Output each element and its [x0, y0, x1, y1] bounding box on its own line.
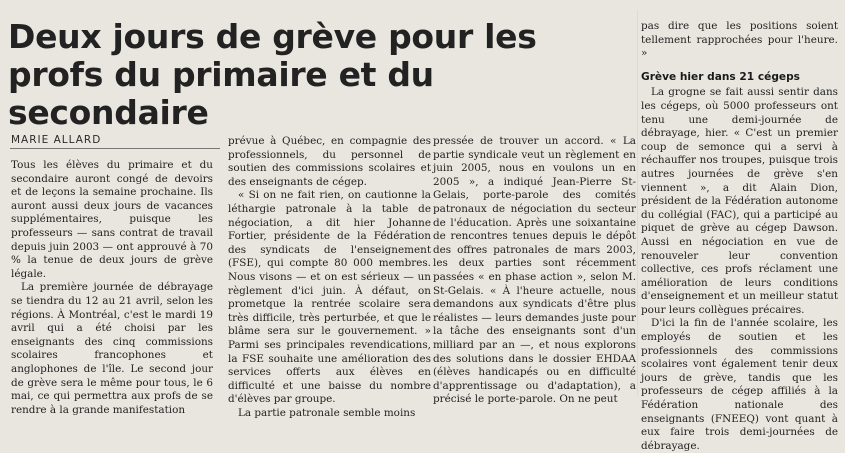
article-headline: Deux jours de grève pour les profs du primaire et du secondaire [8, 17, 537, 132]
section-subhead: Grève hier dans 21 cégeps [641, 70, 800, 83]
article-column-4 [641, 20, 838, 453]
paragraph: prévue à Québec, en compagnie des professionnels, du personnel de soutien des commissions scolaires et des enseignants de cégep. [228, 135, 431, 188]
paragraph: pas dire que les positions soient tellement rapprochées pour l'heure. » [641, 20, 838, 60]
paragraph: La partie patronale semble moins [238, 406, 416, 419]
paragraph: pressée de trouver un accord. « La partie syndicale veut un règlement en juin 2005, nous en voulons un en 2005 », a indiqué Jean-Pierre St-Gelais, porte-parole des comités patronaux de négociation du secteur de l'éducation. Après une soixantaine de rencontres tenues depuis le dépôt des offres patronales de mars 2003, les deux parties sont récemment passées « en phase action », selon M. St-Gelais. « À l'heure actuelle, nous demandons aux syndicats d'être plus réalistes — leurs demandes juste pour la tâche des enseignants sont d'un milliard par an —, et nous explorons des solutions dans le dossier EHDAA (élèves handicapés ou en difficulté d'apprentissage ou d'adaptation), a précisé le porte-parole. On ne peut [433, 135, 636, 406]
paragraph: D'ici la fin de l'année scolaire, les employés de soutien et les professionnels des commissions scolaires vont également tenir deux jours de grève, tandis que les professeurs de cégep affiliés à la Fédération nationale des enseignants (FNEEQ) vont quant à eux faire trois demi-journées de débrayage. [641, 317, 838, 452]
article-column-2 [228, 135, 431, 420]
article-column-3 [433, 135, 636, 407]
paragraph: Tous les élèves du primaire et du secondaire auront congé de devoirs et de leçons la semaine prochaine. Ils auront aussi deux jours de vacances supplémentaires, puisque les professeurs — sans contrat de travail depuis juin 2003 — ont approuvé à 70 % la tenue de deux jours de grève légale. [11, 159, 213, 280]
paragraph: « Si on ne fait rien, on cautionne la léthargie patronale à la table de négociation, a dit hier Johanne Fortier, présidente de la Fédération des syndicats de l'enseignement (FSE), qui compte 80 000 membres. Nous visons — et on est sérieux — un règlement d'ici juin. À défaut, on prometque la rentrée scolaire sera très difficile, très perturbée, et que le blâme sera sur le gouvernement. » Parmi ses principales revendications, la FSE souhaite une amélioration des services offerts aux élèves en difficulté et une baisse du nombre d'élèves par groupe. [228, 189, 431, 406]
byline: MARIE ALLARD [11, 134, 102, 146]
paragraph: La première journée de débrayage se tiendra du 12 au 21 avril, selon les régions. À Montréal, c'est le mardi 19 avril qui a été choisi par les enseignants des cinq commissions scolaires francophones et anglophones de l'île. Le second jour de grève sera le même pour tous, le 6 mai, ce qui permettra aux profs de se rendre à la grande manifestation [11, 281, 213, 416]
byline-rule [10, 148, 220, 149]
article-column-1 [11, 159, 213, 417]
column-divider [637, 10, 638, 395]
paragraph: La grogne se fait aussi sentir dans les cégeps, où 5000 professeurs ont tenu une demi-journée de débrayage, hier. « C'est un premier coup de semonce qui a servi à réchauffer nos troupes, puisque trois autres journées de grève s'en viennent », a dit Alain Dion, président de la Fédération autonome du collégial (FAC), qui a participé au piquet de grève au cégep Dawson. Aussi en négociation en vue de renouveler leur convention collective, ces profs réclament une amélioration de leurs conditions d'enseignement et un meilleur statut pour leurs collègues précaires. [641, 86, 838, 316]
